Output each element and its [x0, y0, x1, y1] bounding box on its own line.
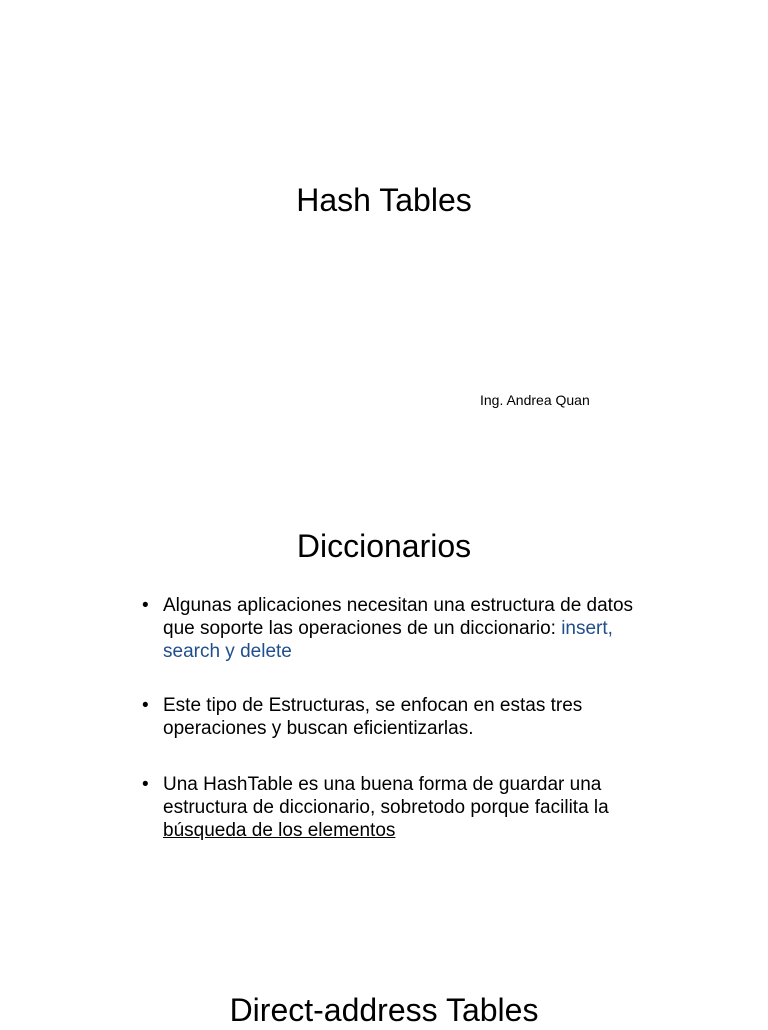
bullet-item: [140, 694, 640, 740]
search-elements-underline: búsqueda de los elementos: [163, 820, 396, 841]
bullet-dot-icon: •: [142, 774, 149, 795]
bullet-dot-icon: •: [142, 595, 149, 616]
bullet-text: Este tipo de Estructuras, se enfocan en estas tres operaciones y buscan eficientizarlas.: [163, 695, 583, 739]
author-name: Ing. Andrea Quan: [480, 392, 590, 408]
operations-highlight: insert, search y delete: [163, 618, 613, 662]
bullet-text: Una HashTable es una buena forma de guardar una estructura de diccionario, sobretodo porque facilita la: [163, 774, 609, 818]
bullet-item: [140, 773, 640, 842]
slide-1-title: Hash Tables: [296, 182, 472, 218]
slide-3-title: Direct-address Tables: [229, 992, 539, 1028]
bullet-text: Algunas aplicaciones necesitan una estructura de datos que soporte las operaciones de un diccionario:: [163, 595, 634, 639]
bullet-dot-icon: •: [142, 695, 149, 716]
slide-2-title: Diccionarios: [296, 528, 472, 564]
bullet-item: [140, 594, 640, 663]
